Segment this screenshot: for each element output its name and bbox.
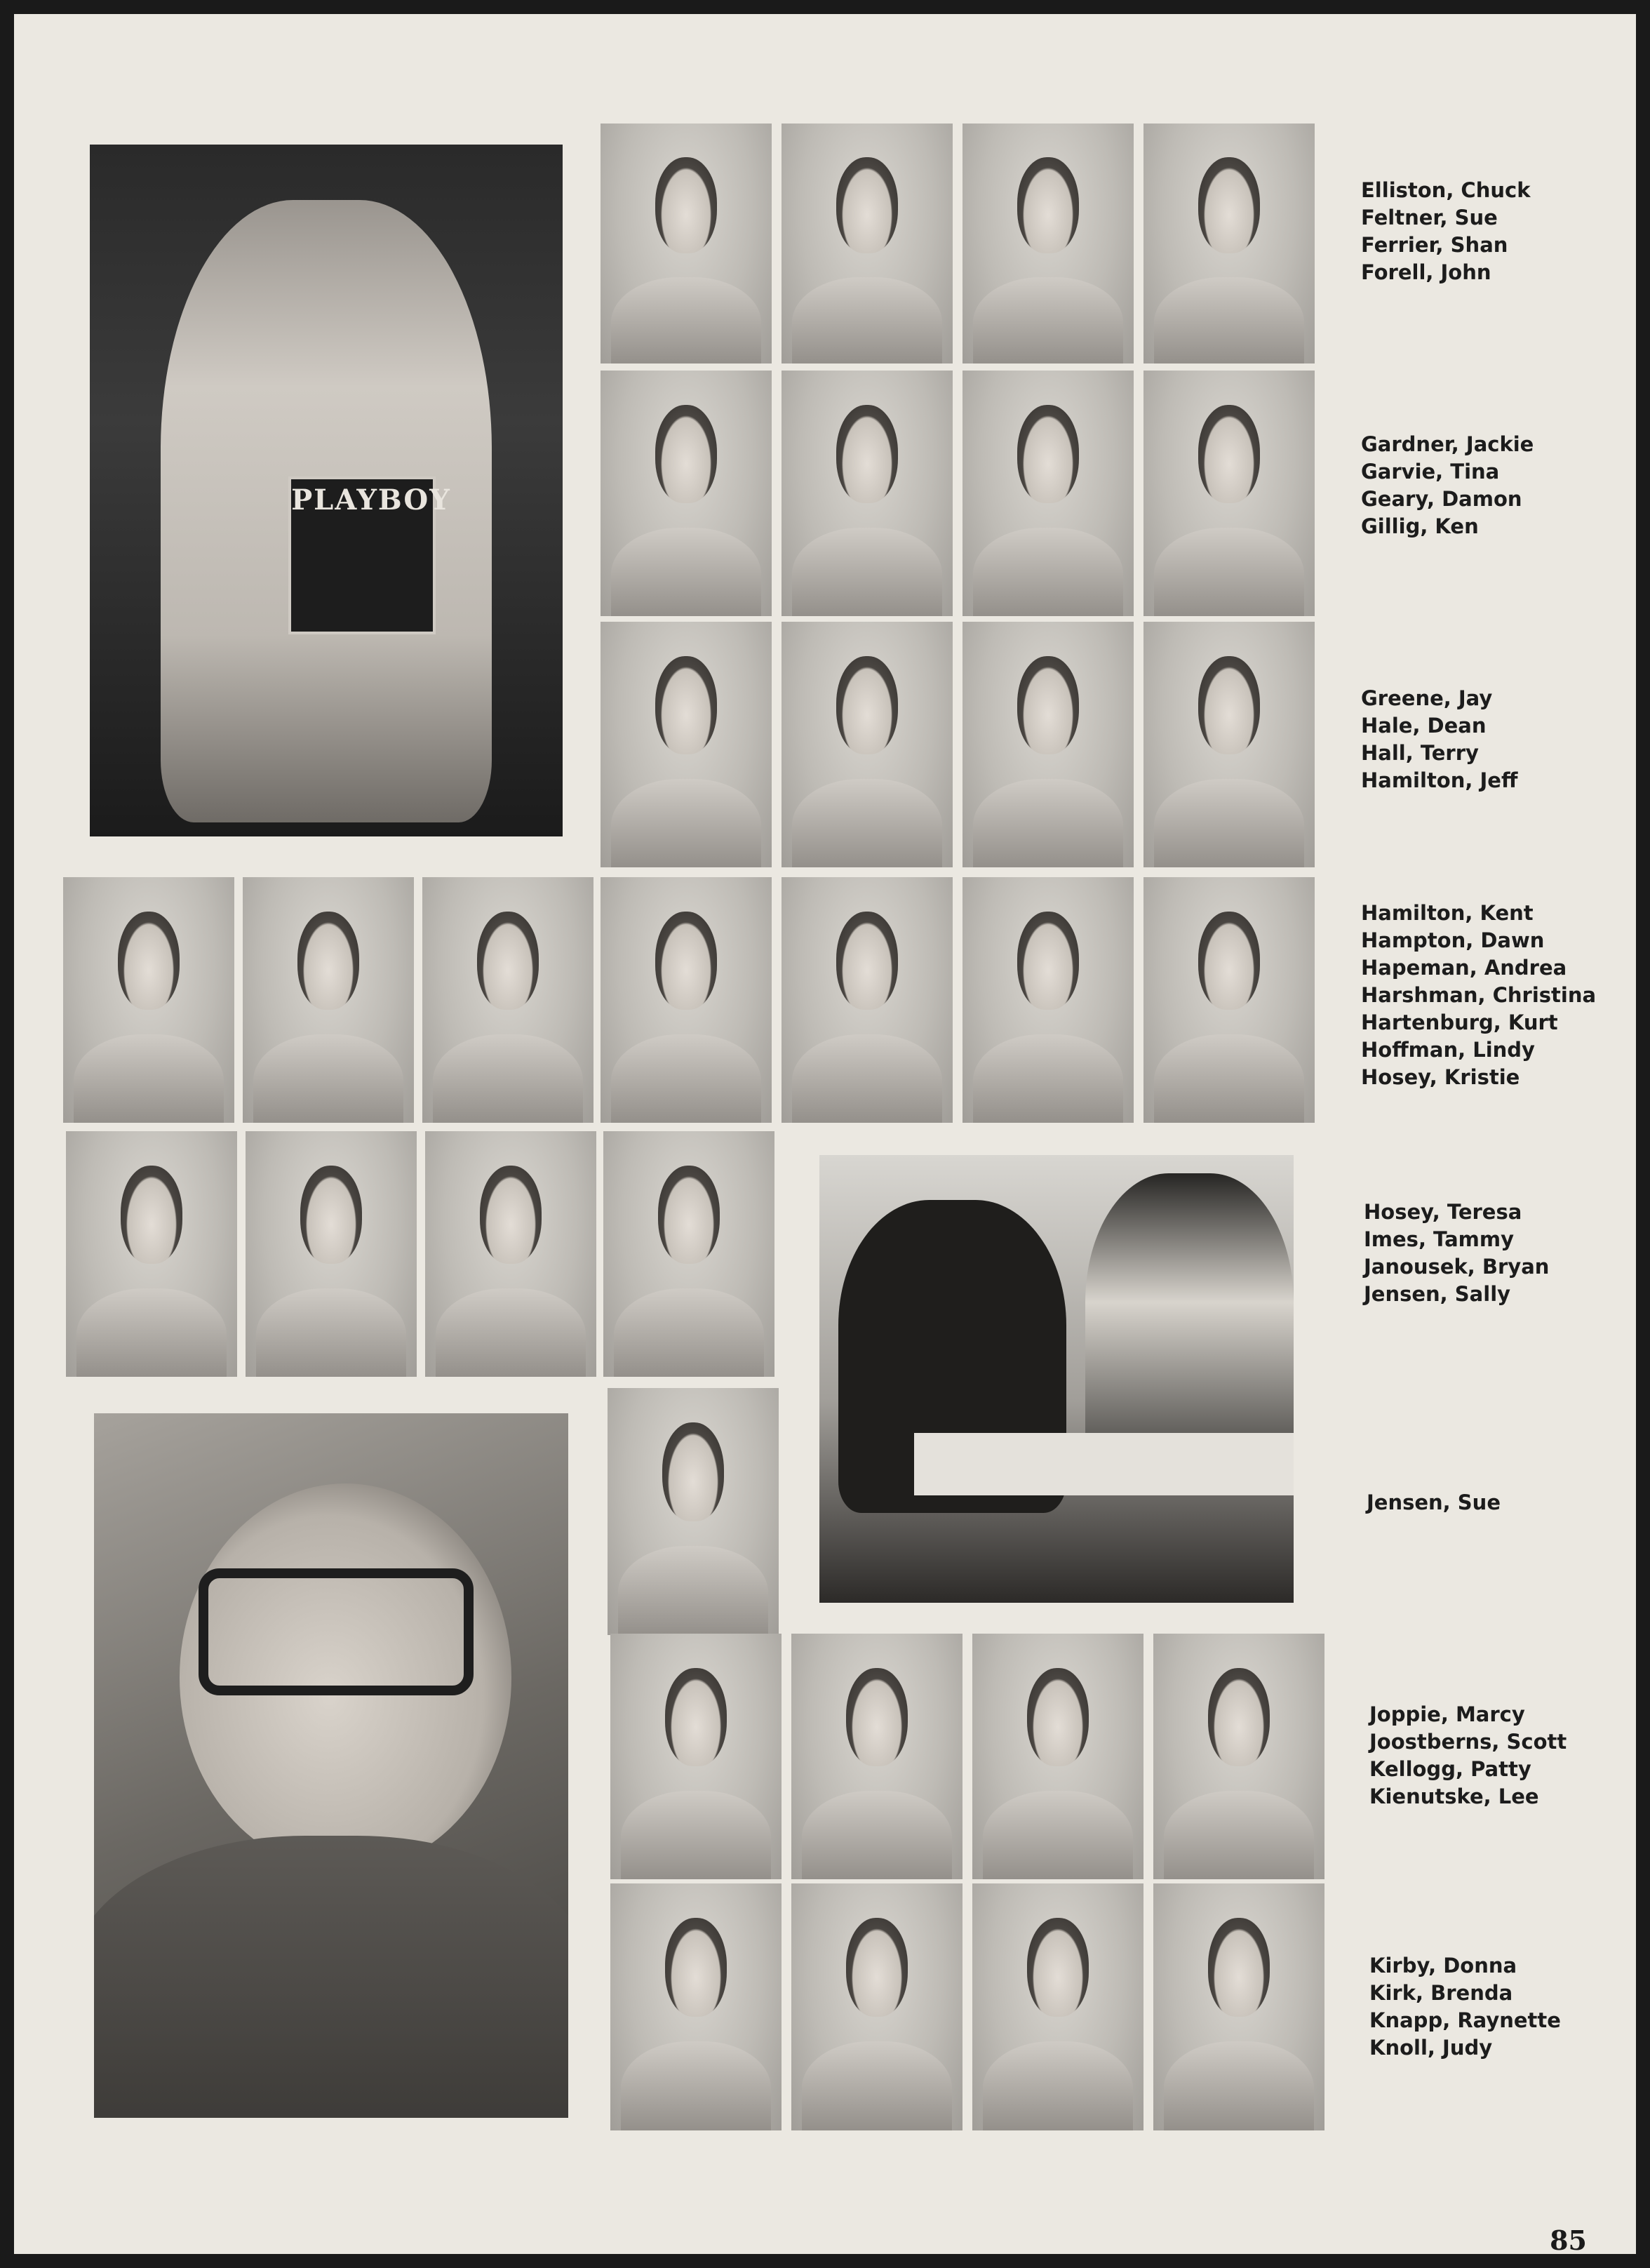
student-portrait <box>1143 124 1315 363</box>
student-portrait <box>63 877 234 1123</box>
student-name: Geary, Damon <box>1361 487 1522 511</box>
student-name: Greene, Jay <box>1361 686 1493 710</box>
student-portrait <box>1143 877 1315 1123</box>
student-name: Hosey, Teresa <box>1364 1200 1522 1224</box>
student-name: Joppie, Marcy <box>1369 1702 1525 1726</box>
name-list-row-4 <box>1361 900 1596 1091</box>
glasses-icon <box>199 1568 474 1695</box>
student-name: Jensen, Sally <box>1364 1282 1511 1306</box>
student-portrait <box>972 1634 1143 1879</box>
student-name: Kirk, Brenda <box>1369 1981 1513 2005</box>
yearbook-page <box>14 14 1636 2254</box>
student-name: Hamilton, Kent <box>1361 901 1534 925</box>
student-portrait <box>246 1131 417 1377</box>
student-name: Janousek, Bryan <box>1364 1255 1550 1279</box>
student-portrait <box>603 1131 774 1377</box>
name-list-row-2 <box>1361 431 1534 540</box>
student-portrait <box>1143 371 1315 616</box>
name-list-row-6 <box>1367 1489 1501 1516</box>
candid-photo-girl-glasses <box>94 1413 568 2118</box>
student-name: Hapeman, Andrea <box>1361 956 1567 980</box>
page-number: 85 <box>1550 2224 1587 2256</box>
student-name: Feltner, Sue <box>1361 206 1498 229</box>
student-portrait <box>782 622 953 867</box>
student-portrait <box>425 1131 596 1377</box>
student-portrait <box>782 371 953 616</box>
student-name: Hoffman, Lindy <box>1361 1038 1535 1062</box>
magazine <box>288 476 451 634</box>
student-portrait <box>1153 1883 1324 2130</box>
student-portrait <box>962 877 1134 1123</box>
student-portrait <box>1143 622 1315 867</box>
student-portrait <box>972 1883 1143 2130</box>
student-name: Knapp, Raynette <box>1369 2008 1561 2032</box>
student-portrait <box>962 124 1134 363</box>
student-portrait <box>1153 1634 1324 1879</box>
desk <box>914 1433 1294 1495</box>
student-name: Forell, John <box>1361 260 1491 284</box>
student-portrait <box>782 124 953 363</box>
student-portrait <box>608 1388 779 1635</box>
student-name: Kellogg, Patty <box>1369 1757 1531 1781</box>
student-name: Kirby, Donna <box>1369 1954 1517 1977</box>
student-portrait <box>962 371 1134 616</box>
student-portrait <box>66 1131 237 1377</box>
magazine-title: PLAYBOY <box>291 483 451 517</box>
student-name: Gillig, Ken <box>1361 514 1479 538</box>
student-portrait <box>791 1883 962 2130</box>
student-name: Hamilton, Jeff <box>1361 768 1518 792</box>
name-list-row-5 <box>1364 1199 1549 1308</box>
name-list-row-7 <box>1369 1701 1567 1810</box>
candid-photo-teacher <box>90 145 563 836</box>
student-name: Gardner, Jackie <box>1361 432 1534 456</box>
student-name: Hosey, Kristie <box>1361 1065 1520 1089</box>
student-name: Kienutske, Lee <box>1369 1785 1539 1808</box>
name-list-row-8 <box>1369 1952 1561 2062</box>
sweater <box>94 1836 568 2118</box>
student-portrait <box>243 877 414 1123</box>
student-name: Harshman, Christina <box>1361 983 1597 1007</box>
student-portrait <box>422 877 593 1123</box>
student-portrait <box>962 622 1134 867</box>
student-portrait <box>601 124 772 363</box>
student-name: Imes, Tammy <box>1364 1227 1515 1251</box>
student-name: Joostberns, Scott <box>1369 1730 1567 1754</box>
student-name: Hale, Dean <box>1361 714 1487 738</box>
name-list-row-3 <box>1361 685 1517 794</box>
student-portrait <box>601 622 772 867</box>
student-name: Hampton, Dawn <box>1361 928 1545 952</box>
student-name: Hall, Terry <box>1361 741 1479 765</box>
student-portrait <box>601 877 772 1123</box>
student-name: Hartenburg, Kurt <box>1361 1010 1558 1034</box>
student-portrait <box>791 1634 962 1879</box>
candid-photo-students-studying <box>819 1155 1294 1603</box>
student-portrait <box>601 371 772 616</box>
student-name: Ferrier, Shan <box>1361 233 1508 257</box>
student-name: Elliston, Chuck <box>1361 178 1531 202</box>
student-name: Garvie, Tina <box>1361 460 1500 483</box>
student-portrait <box>782 877 953 1123</box>
student-name: Knoll, Judy <box>1369 2036 1493 2060</box>
student-name: Jensen, Sue <box>1367 1490 1501 1514</box>
student-portrait <box>610 1883 782 2130</box>
name-list-row-1 <box>1361 177 1531 286</box>
student-portrait <box>610 1634 782 1879</box>
